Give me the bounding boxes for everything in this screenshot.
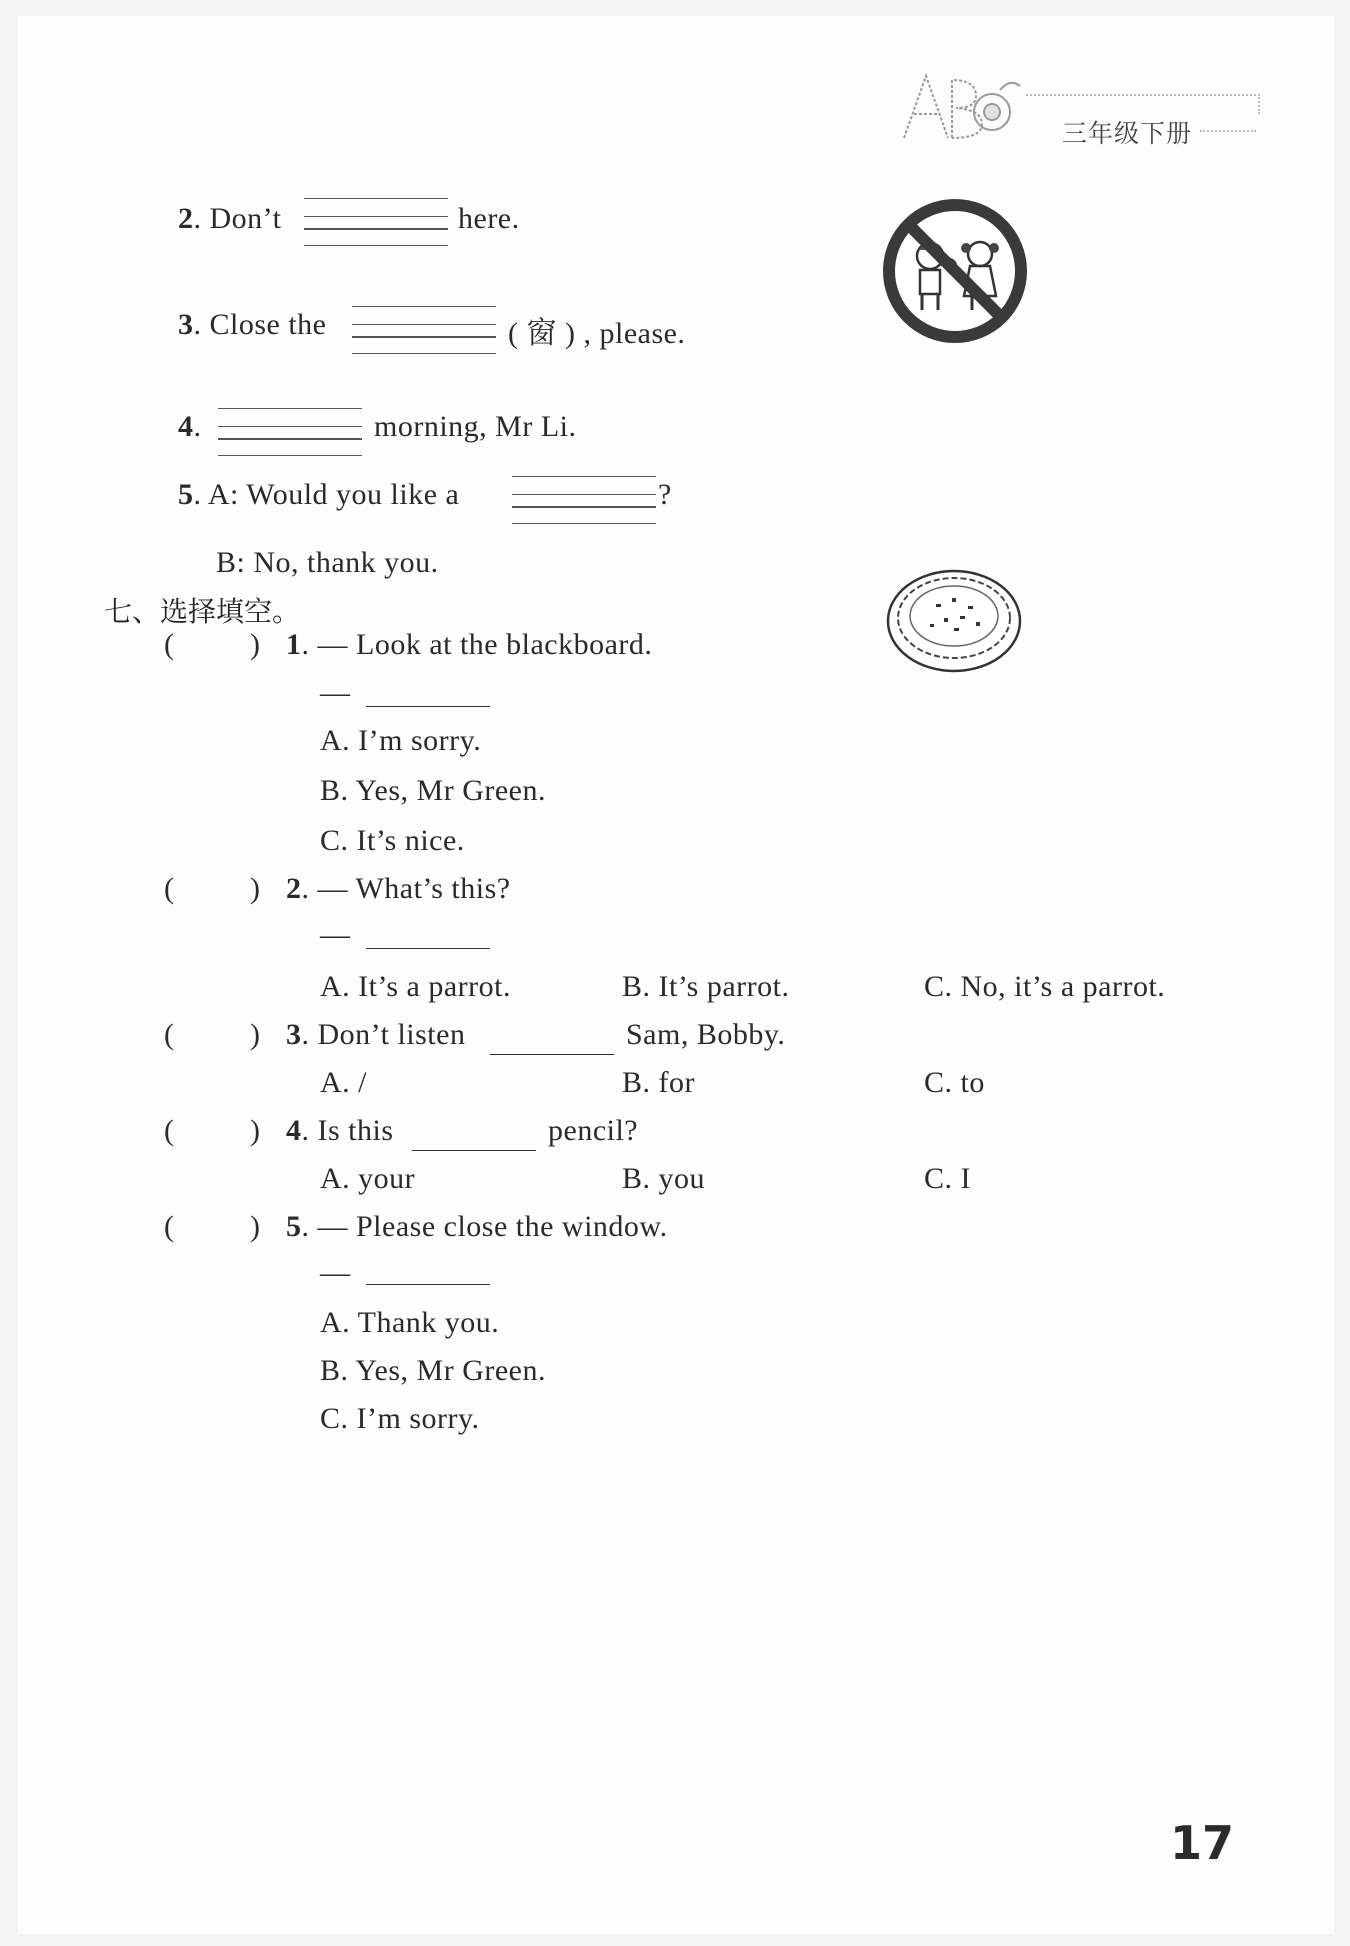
- fill-item-4: [178, 410, 202, 444]
- response-blank[interactable]: [366, 1284, 490, 1285]
- option-a: A. Thank you.: [320, 1306, 500, 1339]
- item-number: 2: [178, 202, 194, 235]
- question-2: [286, 872, 511, 906]
- page-number: 17: [1170, 1816, 1235, 1870]
- response-blank[interactable]: [366, 948, 490, 949]
- item-text-after: ?: [658, 478, 672, 511]
- item-number: 5: [178, 478, 194, 511]
- writing-blank[interactable]: [218, 408, 362, 456]
- option-b: B. It’s parrot.: [622, 970, 790, 1003]
- option-c: C. I’m sorry.: [320, 1402, 480, 1435]
- item-text-after: ( 窗 ) , please.: [508, 317, 686, 350]
- item-text-after: here.: [458, 202, 520, 235]
- option-b: B. for: [622, 1066, 695, 1099]
- question-3: [286, 1018, 465, 1052]
- item-text-before: .: [193, 410, 202, 443]
- item-text-before: . Don’t: [193, 202, 282, 235]
- answer-paren-left: (: [164, 1210, 175, 1243]
- item-text-after: morning, Mr Li.: [374, 410, 577, 443]
- question-text: . — Look at the blackboard.: [301, 628, 653, 661]
- question-number: 5: [286, 1210, 302, 1243]
- question-number: 3: [286, 1018, 302, 1051]
- answer-paren-right: ): [250, 1210, 261, 1243]
- answer-paren-right: ): [250, 1114, 261, 1147]
- response-dash: —: [320, 918, 351, 951]
- response-blank[interactable]: [490, 1054, 614, 1055]
- grade-label: 三年级下册: [1062, 119, 1193, 148]
- ab-logo-icon: [896, 68, 1026, 153]
- response-blank[interactable]: [412, 1150, 536, 1151]
- header-divider-dots: [1200, 130, 1256, 132]
- option-b: B. you: [622, 1162, 706, 1195]
- option-a: A. /: [320, 1066, 367, 1099]
- response-blank[interactable]: [366, 706, 490, 707]
- question-number: 4: [286, 1114, 302, 1147]
- question-number: 2: [286, 872, 302, 905]
- question-text-after: pencil?: [548, 1114, 639, 1147]
- option-c: C. It’s nice.: [320, 824, 465, 857]
- answer-paren-right: ): [250, 628, 261, 661]
- option-c: C. No, it’s a parrot.: [924, 970, 1166, 1003]
- question-text-after: Sam, Bobby.: [626, 1018, 786, 1051]
- item-reply: B: No, thank you.: [216, 546, 439, 579]
- answer-paren-left: (: [164, 1018, 175, 1051]
- fill-item-3: [178, 308, 327, 342]
- option-a: A. I’m sorry.: [320, 724, 482, 757]
- response-dash: —: [320, 1256, 351, 1289]
- item-text-before: . Close the: [193, 308, 327, 341]
- option-c: C. to: [924, 1066, 985, 1099]
- pie-icon: [884, 566, 1024, 681]
- question-text: . Is this: [301, 1114, 394, 1147]
- answer-paren-right: ): [250, 1018, 261, 1051]
- question-text: . — What’s this?: [301, 872, 511, 905]
- question-5: [286, 1210, 668, 1244]
- item-text-before: . A: Would you like a: [193, 478, 460, 511]
- answer-paren-left: (: [164, 628, 175, 661]
- item-number: 4: [178, 410, 194, 443]
- writing-blank[interactable]: [512, 476, 656, 524]
- question-text: . — Please close the window.: [301, 1210, 668, 1243]
- fill-item-2: [178, 202, 281, 236]
- question-text: . Don’t listen: [301, 1018, 466, 1051]
- option-b: B. Yes, Mr Green.: [320, 774, 546, 807]
- no-talking-sign-icon: [882, 198, 1028, 349]
- question-4: [286, 1114, 394, 1148]
- answer-paren-left: (: [164, 872, 175, 905]
- option-b: B. Yes, Mr Green.: [320, 1354, 546, 1387]
- option-a: A. It’s a parrot.: [320, 970, 511, 1003]
- writing-blank[interactable]: [352, 306, 496, 354]
- answer-paren-left: (: [164, 1114, 175, 1147]
- question-number: 1: [286, 628, 302, 661]
- section-title: 七、选择填空。: [104, 595, 301, 628]
- option-a: A. your: [320, 1162, 416, 1195]
- item-number: 3: [178, 308, 194, 341]
- writing-blank[interactable]: [304, 198, 448, 246]
- answer-paren-right: ): [250, 872, 261, 905]
- response-dash: —: [320, 676, 351, 709]
- question-1: [286, 628, 652, 662]
- header-divider: [1026, 94, 1260, 114]
- worksheet-page: [18, 16, 1334, 1934]
- fill-item-5: [178, 478, 459, 512]
- option-c: C. I: [924, 1162, 971, 1195]
